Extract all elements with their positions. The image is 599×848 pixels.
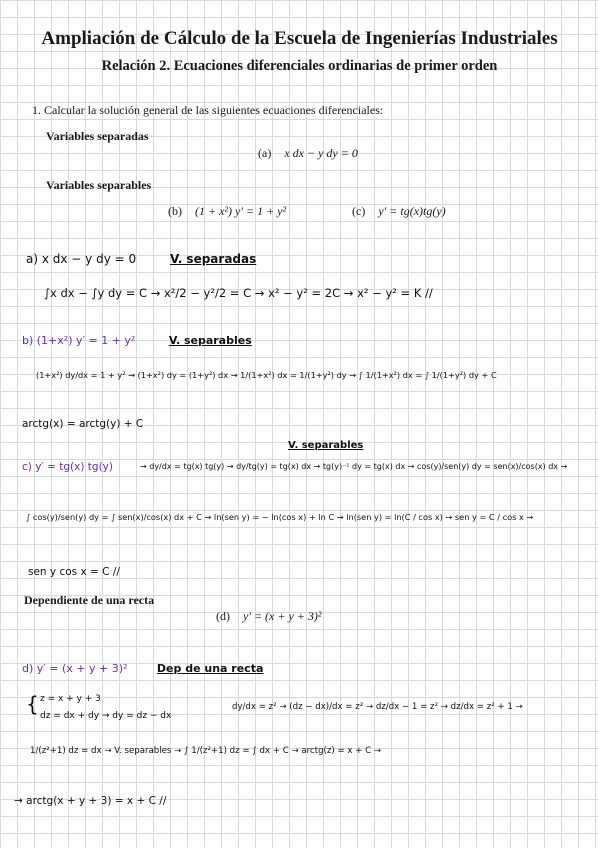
equation-b-label: (b) bbox=[168, 204, 182, 218]
equation-d bbox=[216, 609, 322, 624]
equation-a-text: x dx − y dy = 0 bbox=[284, 146, 358, 160]
note-d-line3: → arctg(x + y + 3) = x + C // bbox=[14, 795, 167, 807]
note-c-tag: V. separables bbox=[288, 440, 364, 451]
equation-b-text: (1 + x²) y′ = 1 + y² bbox=[195, 204, 287, 218]
note-b-head-text: b) (1+x²) y′ = 1 + y² bbox=[22, 334, 136, 347]
equation-b bbox=[168, 204, 286, 219]
note-b-line2: arctg(x) = arctg(y) + C bbox=[22, 418, 144, 430]
equation-d-label: (d) bbox=[216, 609, 230, 623]
note-a-line1: ∫x dx − ∫y dy = C → x²/2 − y²/2 = C → x² − y² = 2C → x² − y² = K // bbox=[44, 286, 433, 300]
note-c-head bbox=[22, 461, 113, 473]
note-a-head-text: a) x dx − y dy = 0 bbox=[26, 252, 137, 266]
problem-statement: 1. Calcular la solución general de las siguientes ecuaciones diferenciales: bbox=[32, 103, 384, 117]
note-c-line1: → dy/dx = tg(x) tg(y) → dy/tg(y) = tg(x) dx → tg(y)⁻¹ dy = tg(x) dx → cos(y)/sen(y) dy = sen(x)/cos(x) dx → bbox=[140, 462, 568, 471]
document-title: Ampliación de Cálculo de la Escuela de Ingenierías Industriales bbox=[41, 28, 558, 49]
equation-c bbox=[352, 204, 446, 219]
note-a-tag: V. separadas bbox=[169, 252, 257, 266]
note-d-line1: dy/dx = z² → (dz − dx)/dx = z² → dz/dx − 1 = z² → dz/dx = z² + 1 → bbox=[232, 702, 523, 712]
document-subtitle: Relación 2. Ecuaciones diferenciales ordinarias de primer orden bbox=[101, 58, 498, 74]
note-a-head bbox=[26, 252, 256, 266]
note-d-tag: Dep de una recta bbox=[156, 662, 264, 675]
section-heading-recta: Dependiente de una recta bbox=[24, 593, 155, 607]
note-d-head-text: d) y′ = (x + y + 3)² bbox=[22, 662, 128, 675]
equation-c-label: (c) bbox=[352, 204, 366, 218]
section-heading-separadas: Variables separadas bbox=[46, 129, 149, 143]
note-b-head bbox=[22, 334, 252, 347]
note-d-head bbox=[22, 662, 263, 675]
equation-a bbox=[258, 146, 358, 161]
note-d-sys1: z = x + y + 3 bbox=[40, 694, 101, 704]
note-c-line2: ∫ cos(y)/sen(y) dy = ∫ sen(x)/cos(x) dx + C → ln(sen y) = − ln(cos x) + ln C → ln(sen y) = ln(C / cos x) → sen y = C / cos x → bbox=[26, 512, 534, 522]
note-d-line2: 1/(z²+1) dz = dx → V. separables → ∫ 1/(z²+1) dz = ∫ dx + C → arctg(z) = x + C → bbox=[30, 746, 382, 756]
section-heading-separables: Variables separables bbox=[46, 178, 152, 192]
equation-c-text: y′ = tg(x)tg(y) bbox=[378, 204, 446, 218]
note-c-line3: sen y cos x = C // bbox=[28, 566, 120, 578]
note-c-head-text: c) y′ = tg(x) tg(y) bbox=[22, 461, 113, 473]
equation-d-text: y′ = (x + y + 3)² bbox=[243, 609, 322, 623]
note-d-sys2: dz = dx + dy → dy = dz − dx bbox=[40, 711, 172, 721]
equation-a-label: (a) bbox=[258, 146, 272, 160]
note-b-tag: V. separables bbox=[168, 334, 252, 347]
system-brace: { bbox=[26, 692, 39, 716]
note-b-line1: (1+x²) dy/dx = 1 + y² → (1+x²) dy = (1+y²) dx → 1/(1+x²) dx = 1/(1+y²) dy → ∫ 1/(1+x²) dx = ∫ 1/(1+y²) dy + C bbox=[36, 370, 497, 380]
